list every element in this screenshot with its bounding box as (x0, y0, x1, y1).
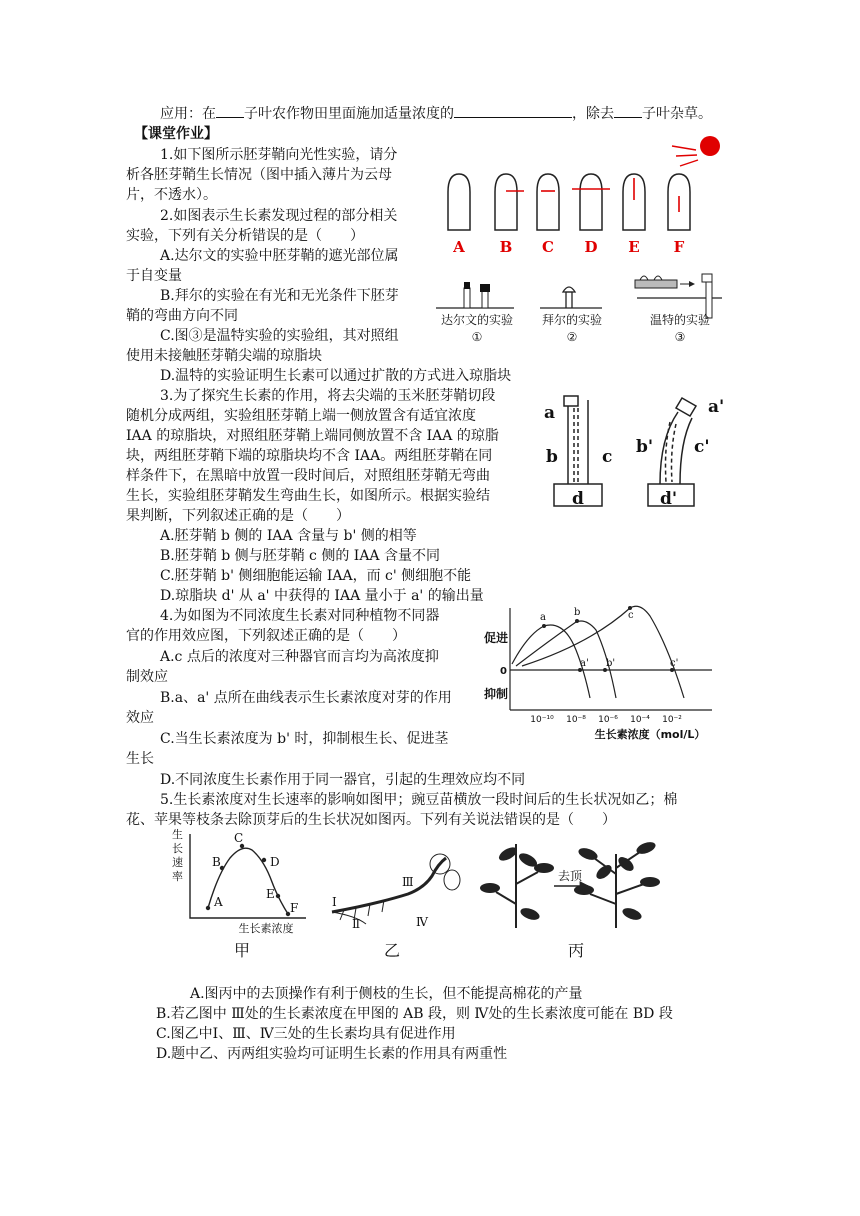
label-a-prime: a' (580, 658, 589, 669)
went-experiment (635, 274, 712, 318)
q5-option-b: B.若乙图中 Ⅲ处的生长素浓度在甲图的 AB 段，则 Ⅳ处的生长素浓度可能在 BD 段 (156, 1006, 673, 1022)
label-ii: Ⅱ (352, 917, 361, 931)
q2-option-c-1: C.图③是温特实验的实验组，其对照组 (160, 328, 399, 344)
q2-experiment-figure (432, 268, 732, 346)
section-title: 【课堂作业】 (134, 126, 218, 142)
caption-jia: 甲 (233, 941, 251, 960)
label-d: D (584, 238, 598, 256)
q3-line-2: 随机分成两组，实验组胚芽鞘上端一侧放置含有适宜浓度 (126, 408, 476, 424)
zero-label: 0 (500, 666, 507, 677)
q4-line-1: 4.为如图为不同浓度生长素对同种植物不同器 (160, 608, 440, 624)
q3-option-d: D.琼脂块 d' 从 a' 中获得的 IAA 量小于 a' 的输出量 (160, 588, 484, 604)
q2-option-d: D.温特的实验证明生长素可以通过扩散的方式进入琼脂块 (160, 368, 512, 384)
label-a: A (453, 238, 465, 256)
q1-line-1: 1.如下图所示胚芽鞘向光性实验，请分 (160, 147, 398, 163)
point-e-label: E (266, 887, 275, 901)
q1-line-3: 片，不透水）。 (126, 187, 217, 203)
caption-went: 温特的实验 (649, 313, 711, 327)
caption-darwin: 达尔文的实验 (440, 313, 514, 327)
q5-line-1: 5.生长素浓度对生长速率的影响如图甲；豌豆苗横放一段时间后的生长状况如乙；棉 (160, 792, 678, 808)
label-c-prime: c' (670, 658, 679, 669)
q2-option-b-1: B.拜尔的实验在有光和无光条件下胚芽 (160, 288, 399, 304)
point-b (575, 619, 579, 623)
intro-line (160, 103, 712, 124)
intro-text-3: ，除去 (572, 106, 614, 122)
q3-line-5: 样条件下，在黑暗中放置一段时间后，对照组胚芽鞘无弯曲 (126, 468, 490, 484)
q3-option-a: A.胚芽鞘 b 侧的 IAA 含量与 b' 侧的相等 (160, 528, 417, 544)
tick-5: 10⁻² (662, 715, 682, 725)
point-b-label: B (212, 855, 221, 869)
q5-figure (156, 824, 680, 976)
point-f-label: F (290, 901, 299, 915)
q2-line-1: 2.如图表示生长素发现过程的部分相关 (160, 208, 398, 224)
label-a-prime: a' (708, 397, 725, 417)
label-c: c (628, 610, 634, 621)
q2-option-c-2: 使用未接触胚芽鞘尖端的琼脂块 (126, 348, 322, 364)
number-2: ② (566, 330, 578, 344)
ylabel-3: 速 (172, 856, 183, 869)
q3-line-3: IAA 的琼脂块，对照组胚芽鞘上端同侧放置不含 IAA 的琼脂 (126, 428, 499, 444)
q2-option-b-2: 鞘的弯曲方向不同 (126, 308, 238, 324)
q3-coleoptile-segments-figure (540, 388, 740, 512)
blank-2 (454, 103, 572, 118)
coleoptile-c (537, 174, 559, 230)
arrow-label: 去顶 (557, 869, 583, 883)
q4-option-d: D.不同浓度生长素作用于同一器官，引起的生理效应均不同 (160, 772, 526, 788)
q4-auxin-effect-chart (480, 600, 720, 742)
label-b: b (574, 607, 581, 618)
q2-option-a-2: 于自变量 (126, 268, 182, 284)
q4-option-c-1: C.当生长素浓度为 b' 时，抑制根生长、促进茎 (160, 731, 449, 747)
label-f: F (673, 238, 685, 256)
q3-option-b: B.胚芽鞘 b 侧与胚芽鞘 c 侧的 IAA 含量不同 (160, 548, 440, 564)
label-a: a (544, 403, 556, 423)
coleoptile-d (580, 174, 602, 230)
blank-1 (216, 103, 244, 118)
point-c-label: C (234, 831, 244, 845)
q1-line-2: 析各胚芽鞘生长情况（图中插入薄片为云母 (126, 167, 392, 183)
tick-4: 10⁻⁴ (630, 715, 650, 725)
label-b-prime: b' (636, 437, 654, 457)
number-3: ③ (674, 330, 686, 344)
number-1: ① (471, 330, 483, 344)
caption-yi: 乙 (383, 941, 401, 960)
tick-2: 10⁻⁸ (566, 715, 586, 725)
y-top-label: 促进 (484, 631, 509, 645)
fig-bing (480, 840, 660, 960)
fig-yi (332, 854, 460, 960)
coleoptile-a (448, 174, 470, 230)
q5-option-d: D.题中乙、丙两组实验均可证明生长素的作用具有两重性 (156, 1046, 508, 1062)
point-d-label: D (270, 855, 280, 869)
intro-text-1: 应用：在 (160, 106, 216, 122)
q4-option-a-1: A.c 点后的浓度对三种器官而言均为高浓度抑 (160, 649, 439, 665)
tick-1: 10⁻¹⁰ (530, 715, 554, 725)
q3-line-6: 生长，实验组胚芽鞘发生弯曲生长，如图所示。根据实验结 (126, 488, 490, 504)
q2-option-a-1: A.达尔文的实验中胚芽鞘的遮光部位属 (160, 248, 399, 264)
paal-coleoptile (563, 287, 575, 308)
q1-coleoptile-figure (440, 132, 730, 256)
ylabel-1: 生 (172, 828, 183, 841)
darwin-coleoptiles (464, 282, 490, 308)
label-i: Ⅰ (332, 895, 337, 909)
ylabel-4: 率 (172, 870, 183, 883)
stem-curve (522, 606, 684, 698)
agar-block-a-prime (676, 398, 696, 416)
label-c: C (542, 238, 554, 256)
x-axis-label: 生长素浓度（mol/L） (594, 728, 706, 741)
caption-paal: 拜尔的实验 (541, 313, 603, 327)
intro-text-4: 子叶杂草。 (642, 106, 712, 122)
q3-option-c: C.胚芽鞘 b' 侧细胞能运输 IAA，而 c' 侧细胞不能 (160, 568, 472, 584)
q4-option-b-1: B.a、a' 点所在曲线表示生长素浓度对芽的作用 (160, 690, 452, 706)
root-curve (512, 625, 590, 698)
q3-line-4: 块，两组胚芽鞘下端的琼脂块均不含 IAA。两组胚芽鞘在同 (126, 448, 493, 464)
label-b: b (546, 447, 558, 467)
label-e: E (628, 238, 640, 256)
label-b: B (499, 238, 513, 256)
q3-line-7: 果判断，下列叙述正确的是（ ） (126, 508, 350, 524)
q4-line-2: 官的作用效应图，下列叙述正确的是（ ） (126, 628, 406, 644)
label-b-prime: b' (606, 658, 616, 669)
label-d-prime: d' (660, 489, 678, 509)
ylabel-2: 长 (172, 842, 183, 855)
tick-3: 10⁻⁶ (598, 715, 618, 725)
label-iv: Ⅳ (416, 915, 428, 929)
label-d: d (572, 489, 584, 509)
label-iii: Ⅲ (402, 875, 414, 889)
label-a: a (540, 612, 546, 623)
q4-option-a-2: 制效应 (126, 669, 168, 685)
q4-option-b-2: 效应 (126, 710, 154, 726)
fig-jia (172, 827, 306, 960)
blank-3 (614, 103, 642, 118)
q5-line-2: 花、苹果等枝条去除顶芽后的生长状况如图丙。下列有关说法错误的是（ ） (126, 812, 616, 828)
y-bottom-label: 抑制 (484, 687, 509, 701)
intro-text-2: 子叶农作物田里面施加适量浓度的 (244, 106, 454, 122)
coleoptile-b (495, 174, 517, 230)
label-c-prime: c' (694, 437, 710, 457)
sun-icon (672, 136, 720, 166)
q5-option-a: A.图丙中的去顶操作有利于侧枝的生长，但不能提高棉花的产量 (190, 986, 583, 1002)
q5-option-c: C.图乙中Ⅰ、Ⅲ、Ⅳ三处的生长素均具有促进作用 (156, 1026, 456, 1042)
point-a-label: A (214, 895, 223, 909)
agar-block-a (564, 396, 578, 406)
q4-option-c-2: 生长 (126, 751, 154, 767)
q3-line-1: 3.为了探究生长素的作用，将去尖端的玉米胚芽鞘切段 (160, 388, 496, 404)
point-a (542, 624, 546, 628)
xlabel: 生长素浓度 (238, 922, 294, 935)
label-c: c (602, 447, 613, 467)
caption-bing: 丙 (567, 941, 585, 960)
q2-line-2: 实验，下列有关分析错误的是（ ） (126, 228, 364, 244)
